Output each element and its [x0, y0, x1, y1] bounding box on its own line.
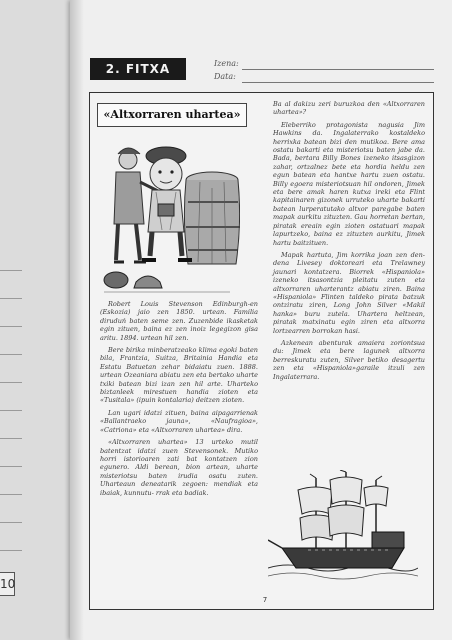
left-page-rule: [0, 410, 22, 411]
left-page-rule: [0, 354, 22, 355]
name-line[interactable]: [242, 69, 434, 70]
left-page-rule: [0, 382, 22, 383]
works-paragraph: Lan ugari idatzi zituen, baina aipagarrienak «Ballantraeko jauna», «Naufragioa», «Catriona» eta «Altxorraren uhartea» dira.: [100, 408, 258, 434]
name-field[interactable]: [214, 59, 434, 71]
left-page: [0, 0, 70, 640]
ending-paragraph: Azkenean abenturak amaiera zoriontsua du: Jimek eta bere lagunek altxorra berreskuratu zuten, Silver betiko desagertu zen eta «Hispaniola»garaile itzuli zen Ingalaterrara.: [273, 338, 425, 381]
left-page-rule: [0, 298, 22, 299]
right-text-column: [273, 100, 425, 470]
page-number: 7: [262, 596, 268, 604]
worksheet-badge: 2. FITXA: [90, 58, 186, 80]
travels-paragraph: Bere birika minberatzeako klima egoki baten bila, Frantzia, Suitza, Britainia Handia eta Estatu Batuetan zehar bidaiatu zuen. 1888. urtean Ozeaniara abiatu zen eta bertako uharte txiki batean bizi izan zen hil arte. Uharteko biztanleek mirestuen handia zioten eta «Tusitala» (ipuin kontalaria) deitzen zioten.: [100, 346, 258, 405]
origin-paragraph: «Altxorraren uhartea» 13 urteko mutil batentzat idatzi zuen Stevensonek. Mutiko horri istorioaren zati bat kontatzen zion egunero. Aldi berean, bion artean, uharte misteriotsu baten irudia osatu zuten. Uharteaun deneatarik zegoen: mendiak eta ibaiak, kunnutu- rrak eta badiak.: [100, 438, 258, 497]
page-gutter-shadow: [70, 0, 84, 640]
left-page-number: 10: [0, 572, 15, 596]
left-page-rule: [0, 438, 22, 439]
left-text-column: [100, 300, 258, 585]
left-page-rule: [0, 494, 22, 495]
galleon-ship-illustration: [268, 470, 418, 586]
pirate-boy-illustration: [100, 132, 240, 302]
date-label: Data:: [214, 72, 236, 81]
date-field[interactable]: [214, 72, 434, 84]
question-paragraph: Ba al dakizu zeri buruzkoa den «Altxorraren uhartea»?: [273, 100, 425, 117]
left-page-rule: [0, 326, 22, 327]
left-page-rule: [0, 270, 22, 271]
article-title: «Altxorraren uhartea»: [97, 103, 247, 127]
name-label: Izena:: [214, 59, 239, 68]
left-page-rule: [0, 522, 22, 523]
plot-paragraph-1: Eleberriko protagonista nagusia Jim Hawkins da. Ingalaterrako kostaldeko herrixka batean bizi den mutikoa. Bere ama ostatu bakarti eta misteriotsu baten jabe da. Bada, bertara Billy Bones izeneko itsasgizon zahar, ortzalnez bete eta hordia heldu zen egun batean eta hantxe hartu zuen ostatu. Billy egoera misteriotsuan hil ondoren, Jimek eta bere amak haren kutxa ireki eta Flint kapitainaren gizonek urruteko uharte bakarti batean lurperatutako altxor paregabe baten mapak aurkitu zituzten. Gau horretan bertan, piratak ereain egin zioten ostatuari mapak lapurtzeko, baina ez zituzten aurkitu, Jimek hartu baitzituen.: [273, 120, 425, 247]
plot-paragraph-2: Mapak hartuta, Jim korrika joan zen den-dena Livesey doktoreari eta Trelawney jaunari kontatzera. Biorrek «Hispaniola» izeneko itsasontzia pleitatu zuten eta altxorraren uharterantz abiatu ziren. Baina «Hispaniola» Flinten taldeko pirata batzuk ontziratu ziren, Long John Silver «Makil hanka» buru zutela. Uhartera heltzean, piratak matxinatu egin ziren eta altxorra lortzearren borrokan hasi.: [273, 250, 425, 335]
left-page-rule: [0, 550, 22, 551]
date-line[interactable]: [242, 82, 434, 83]
left-page-rule: [0, 466, 22, 467]
biography-paragraph: Robert Louis Stevenson Edinburgh-en (Eskozia) jaio zen 1850. urtean. Familia diruduń baten seme zen. Zuzenbide ikasketak egin zituen, baina ez zen inoiz legegizon gisa aritu. 1894. urtean hil zen.: [100, 300, 258, 342]
